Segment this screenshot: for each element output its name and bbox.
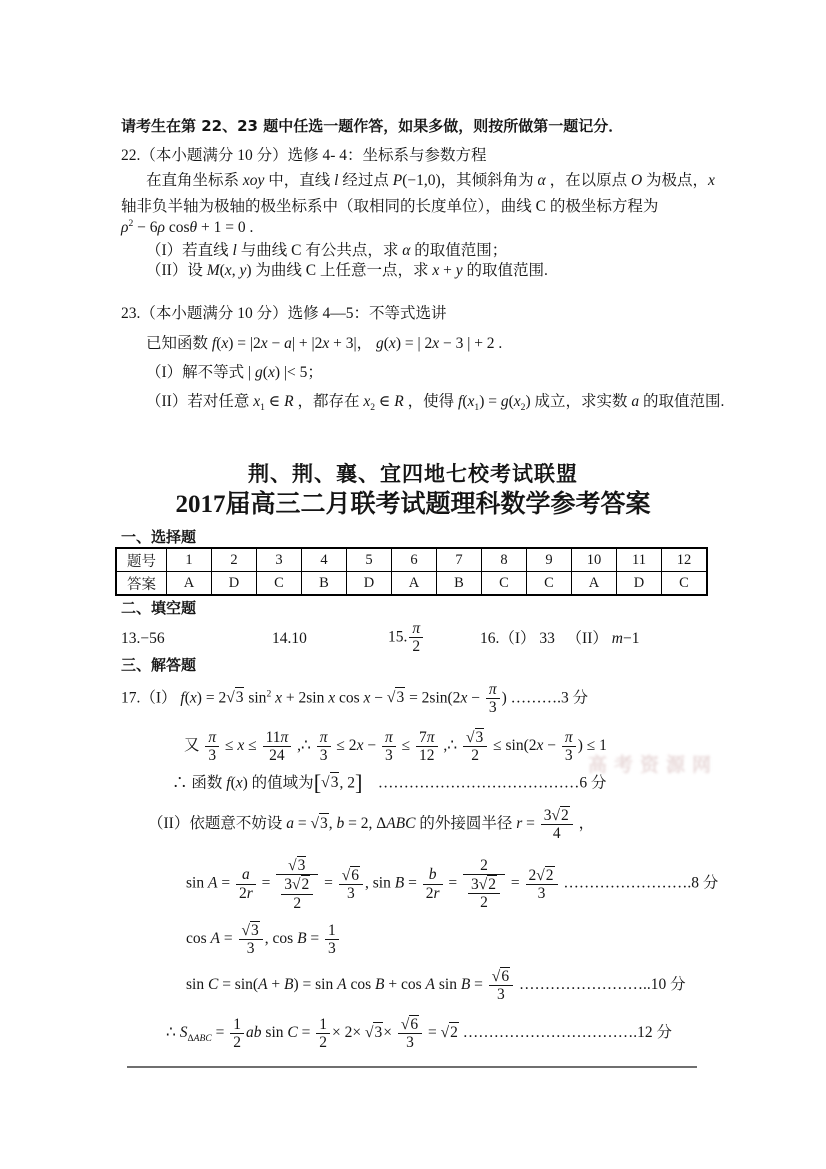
notice-line: 请考生在第 22、23 题中任选一题作答，如果多做，则按所做第一题记分． bbox=[121, 117, 624, 135]
question-number-cell: 11 bbox=[617, 548, 662, 572]
question-number-cell: 9 bbox=[527, 548, 572, 572]
answer-key-title: 2017届高三二月联考试题理科数学参考答案 bbox=[175, 491, 651, 518]
question-number-cell: 4 bbox=[302, 548, 347, 572]
q22-para-line2: 轴非负半轴为极轴的极坐标系中（取相同的长度单位），曲线 C 的极坐标方程为 bbox=[121, 198, 659, 215]
q23-item-1: （I）解不等式 | g(x) |< 5； bbox=[146, 364, 323, 381]
table-row bbox=[116, 548, 707, 572]
question-number-cell: 10 bbox=[572, 548, 617, 572]
question-number-cell: 3 bbox=[257, 548, 302, 572]
row-header: 题号 bbox=[116, 548, 167, 572]
q22-heading: 22.（本小题满分 10 分）选修 4- 4：坐标系与参数方程 bbox=[121, 147, 487, 164]
q17-step-range-derivation: 又 $\frac{\pi}{3}$ ≤ x ≤ $\frac{11\pi}{24}$ ,∴ $\frac{\pi}{3}$ ≤ 2x − $\frac{\pi}{3}$ ≤ $\frac{7\pi}{12}$ ,∴ $\frac{√3}{2}$ ≤ sin(2x − $\frac{\pi}{3}$ ) ≤ 1 bbox=[184, 728, 607, 765]
question-number-cell: 2 bbox=[212, 548, 257, 572]
answer-cell: D bbox=[212, 572, 257, 596]
answer-cell: C bbox=[482, 572, 527, 596]
q17-step-part2-setup: （II）依题意不妨设 a = √3, b = 2, ΔABC 的外接圆半径 r = $\frac{3√2}{4}$ ， bbox=[148, 807, 595, 843]
answer-cell: C bbox=[662, 572, 708, 596]
answer-cell: D bbox=[347, 572, 392, 596]
question-number-cell: 7 bbox=[437, 548, 482, 572]
q17-step-fx: 17.（I） f(x) = 2√3 $\sin^2 x + 2\sin$ x cos x − √3 = 2sin(2x − $\frac{\pi}{3}$ ) ……….3 分 bbox=[121, 681, 589, 717]
q22-curve-equation: $\rho^2 - 6\rho$ cosθ + 1 = 0 . bbox=[121, 218, 254, 237]
q23-heading: 23.（本小题满分 10 分）选修 4—5：不等式选讲 bbox=[121, 305, 447, 322]
q17-step-cosA-cosB: cos A = $\frac{√3}{3}$ , cos B = $\frac{1}{3}$ bbox=[186, 921, 341, 958]
section-choice-questions: 一、选择题 bbox=[121, 528, 197, 546]
q22-item-1: （I）若直线 l 与曲线 C 有公共点，求 α 的取值范围； bbox=[146, 242, 508, 259]
league-title: 荆、荆、襄、宜四地七校考试联盟 bbox=[248, 462, 578, 486]
q23-item-2: （II）若对任意 $x_1$ ∈ R ，都存在 $x_2$ ∈ R ，使得 $f(x_1) = g(x_2)$ 成立，求实数 a 的取值范围. bbox=[146, 393, 725, 414]
answer-cell: D bbox=[617, 572, 662, 596]
question-number-cell: 1 bbox=[167, 548, 212, 572]
section-solution-questions: 三、解答题 bbox=[121, 656, 197, 674]
q17-step-value-range: ∴ 函数 f(x) 的值域为[√3, 2] …………………………………6 分 bbox=[172, 770, 607, 795]
answer-cell: C bbox=[257, 572, 302, 596]
row-header: 答案 bbox=[116, 572, 167, 596]
section-blank-questions: 二、填空题 bbox=[121, 599, 197, 617]
q22-item-2: （II）设 M(x, y) 为曲线 C 上任意一点，求 x + y 的取值范围. bbox=[146, 262, 548, 279]
blank-answer-16: 16.（I） 33 （II） m−1 bbox=[480, 630, 640, 647]
page-footer-divider bbox=[127, 1066, 697, 1068]
answer-cell: A bbox=[167, 572, 212, 596]
table-row bbox=[116, 572, 707, 596]
choice-answer-table bbox=[115, 547, 708, 596]
answer-cell: B bbox=[437, 572, 482, 596]
blank-answer-14: 14.10 bbox=[272, 630, 307, 647]
watermark: 高考资源网 bbox=[588, 755, 719, 776]
q22-para-line1: 在直角坐标系 xoy 中，直线 l 经过点 P(−1,0)，其倾斜角为 α ，在以原点 O 为极点，x bbox=[146, 172, 715, 189]
blank-answer-13: 13.−56 bbox=[121, 630, 165, 647]
question-number-cell: 8 bbox=[482, 548, 527, 572]
question-number-cell: 6 bbox=[392, 548, 437, 572]
q17-step-sinC: sin C = sin(A + B) = sin A cos B + cos A sin B = $\frac{√6}{3}$ ……………………..10 分 bbox=[186, 968, 686, 1004]
q23-known-function: 已知函数 f(x) = |2x − a| + |2x + 3|， g(x) = | 2x − 3 | + 2 . bbox=[146, 335, 503, 352]
choice-table-body bbox=[116, 548, 707, 595]
q17-step-sinA-sinB: sin A = $\frac{a}{2r}$ = $\frac{√3}{\frac{3√2}{2}}$ = $\frac{√6}{3}$ , sin B = $\frac{b}{2r}$ = $\frac{2}{\frac{3√2}{2}}$ = $\frac{2√2}{3}$ …………………….8 分 bbox=[186, 856, 719, 912]
answer-cell: C bbox=[527, 572, 572, 596]
q17-step-area: ∴ $S_{\Delta ABC}$ = $\frac{1}{2}$ ab sin C = $\frac{1}{2}$ × 2× √3× $\frac{√6}{3}$ = √2 …………………………….12 分 bbox=[166, 1015, 673, 1052]
question-number-cell: 12 bbox=[662, 548, 708, 572]
blank-answer-15: 15. $\frac{\pi}{2}$ bbox=[388, 620, 425, 656]
answer-cell: A bbox=[572, 572, 617, 596]
question-number-cell: 5 bbox=[347, 548, 392, 572]
answer-cell: A bbox=[392, 572, 437, 596]
answer-cell: B bbox=[302, 572, 347, 596]
